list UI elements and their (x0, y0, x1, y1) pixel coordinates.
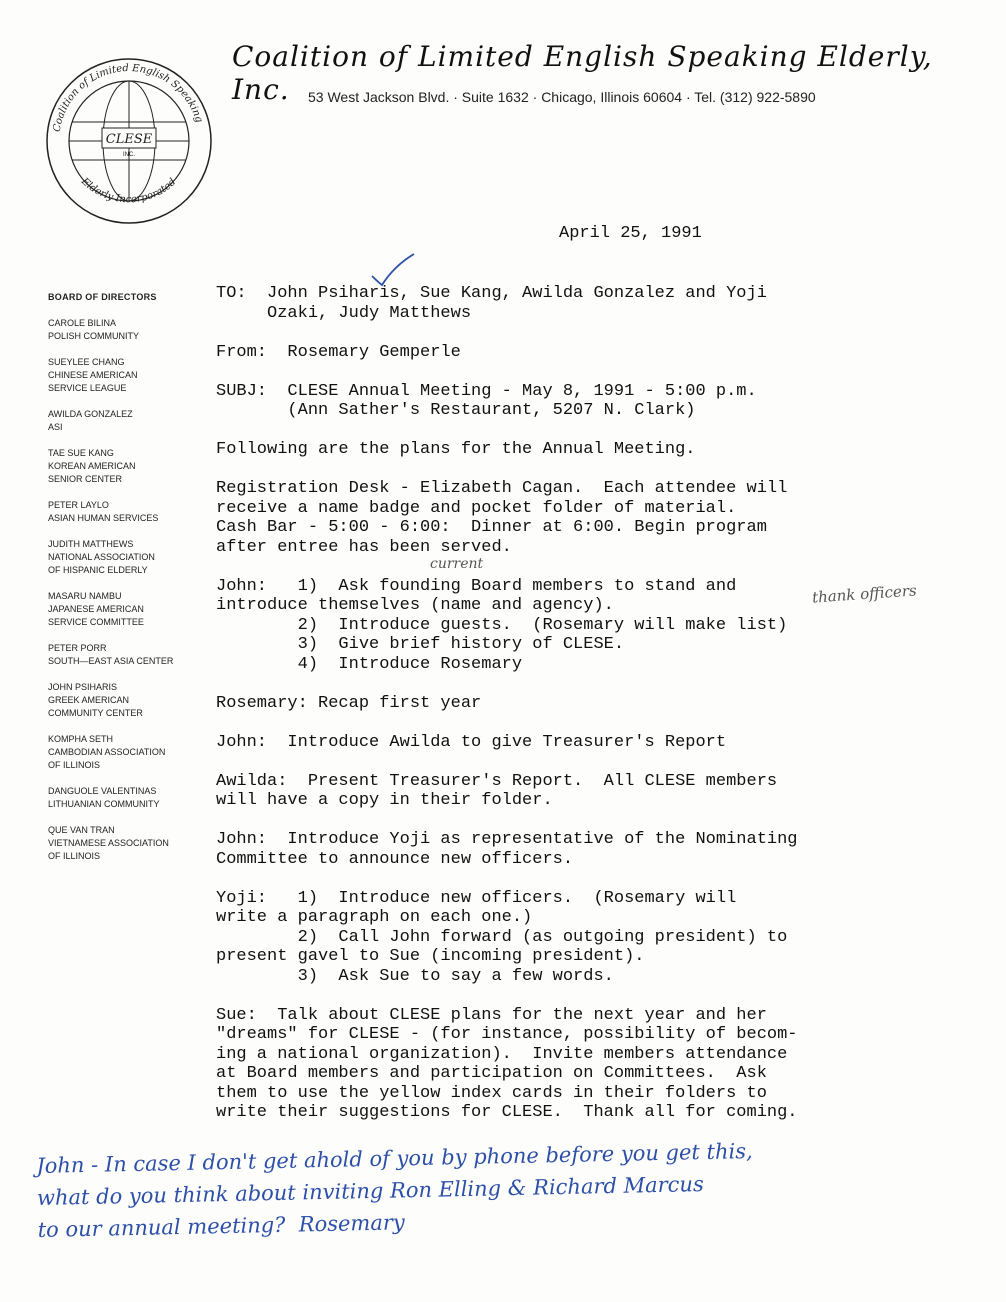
globe-seal-icon (44, 56, 214, 226)
memo-line (216, 362, 798, 382)
memo-date: April 25, 1991 (559, 224, 702, 243)
board-member-name: MASARU NAMBU (48, 591, 122, 601)
board-member-org: SERVICE COMMITTEE (48, 617, 144, 627)
board-member-org: NATIONAL ASSOCIATION (48, 552, 155, 562)
memo-line: 2) Call John forward (as outgoing president) to (216, 927, 788, 947)
checkmark-icon (368, 252, 418, 288)
memo-line: receive a name badge and pocket folder of material. (216, 498, 737, 518)
board-member-org: CAMBODIAN ASSOCIATION (48, 747, 166, 757)
board-member-list (48, 317, 188, 863)
board-member (48, 356, 188, 395)
pencil-note-thank-officers: thank officers (811, 581, 918, 607)
memo-line: (Ann Sather's Restaurant, 5207 N. Clark) (216, 401, 696, 420)
board-member-org: SERVICE LEAGUE (48, 383, 127, 393)
board-member-name: JUDITH MATTHEWS (48, 539, 134, 549)
memo-line: TO: John Psiharis, Sue Kang, Awilda Gonzalez and Yoji (216, 284, 767, 303)
handwritten-note (36, 1135, 754, 1246)
board-member-name: TAE SUE KANG (48, 448, 114, 458)
board-member (48, 538, 188, 577)
memo-line: Registration Desk - Elizabeth Cagan. Each attendee will (216, 479, 788, 498)
memo-line: Awilda: Present Treasurer's Report. All CLESE members (216, 771, 778, 791)
memo-line: Sue: Talk about CLESE plans for the next year and her (216, 1005, 767, 1025)
board-member-org: ASI (48, 422, 63, 432)
memo-line: at Board members and participation on Committees. Ask (216, 1064, 767, 1083)
memo-line (216, 811, 798, 831)
board-member-org: SOUTH—EAST ASIA CENTER (48, 656, 174, 666)
handwritten-note-line: to our annual meeting? Rosemary (37, 1210, 406, 1242)
logo-ring-text-top: Coalition of Limited English Speaking (51, 62, 205, 133)
memo-line (216, 421, 798, 441)
organization-address: 53 West Jackson Blvd. · Suite 1632 · Chicago, Illinois 60604 · Tel. (312) 922-5890 (308, 89, 816, 105)
board-member (48, 317, 188, 343)
memo-line: SUBJ: CLESE Annual Meeting - May 8, 1991 - 5:00 p.m. (216, 381, 757, 401)
memo-line: Following are the plans for the Annual Meeting. (216, 440, 696, 459)
memo-line (216, 713, 798, 733)
handwritten-note-line: what do you think about inviting Ron Elling & Richard Marcus (36, 1172, 704, 1210)
memo-line (216, 869, 798, 889)
board-title: BOARD OF DIRECTORS (48, 292, 157, 302)
memo-line (216, 674, 798, 694)
memo-line: present gavel to Sue (incoming president). (216, 947, 645, 966)
board-member-name: JOHN PSIHARIS (48, 682, 118, 692)
handwritten-note-line: John - In case I don't get ahold of you by phone before you get this, (36, 1138, 753, 1178)
memo-line: 4) Introduce Rosemary (216, 654, 523, 674)
board-member (48, 785, 188, 811)
board-member-name: PETER PORR (48, 643, 107, 653)
clese-logo-seal (44, 56, 214, 226)
board-member-org: OF ILLINOIS (48, 851, 101, 861)
memo-body (216, 284, 798, 1123)
memo-line (216, 986, 798, 1006)
board-member-org: CHINESE AMERICAN (48, 370, 138, 380)
board-member-org: LITHUANIAN COMMUNITY (48, 799, 160, 809)
board-member-org: OF ILLINOIS (48, 760, 101, 770)
board-member (48, 590, 188, 629)
memo-line: John: Introduce Yoji as representative of the Nominating (216, 830, 798, 849)
logo-center-text: CLESE (105, 132, 153, 147)
board-member-name: PETER LAYLO (48, 500, 109, 510)
memo-line: Rosemary: Recap first year (216, 693, 482, 713)
memo-line: From: Rosemary Gemperle (216, 342, 461, 362)
board-member-org: SENIOR CENTER (48, 474, 123, 484)
memo-line: John: 1) Ask founding Board members to stand and (216, 576, 737, 596)
board-member (48, 824, 188, 863)
logo-sub-text: INC. (123, 152, 135, 158)
organization-name: Coalition of Limited English Speaking Elderly, Inc. (232, 40, 933, 106)
memo-line: Committee to announce new officers. (216, 849, 574, 869)
board-member-name: DANGUOLE VALENTINAS (48, 786, 157, 796)
memo-line: 3) Give brief history of CLESE. (216, 635, 625, 654)
board-member (48, 642, 188, 668)
memo-line: ing a national organization). Invite members attendance (216, 1044, 788, 1064)
memo-line: Yoji: 1) Introduce new officers. (Rosemary will (216, 888, 737, 908)
logo-ring-text-bottom: Elderly Incorporated (78, 176, 179, 206)
memo-line: Ozaki, Judy Matthews (216, 303, 472, 323)
board-member-org: COMMUNITY CENTER (48, 708, 143, 718)
memo-line (216, 460, 798, 480)
memo-line: after entree has been served. (216, 537, 512, 557)
memo-line: them to use the yellow index cards in their folders to (216, 1083, 767, 1103)
memo-line: "dreams" for CLESE - (for instance, possibility of becom- (216, 1025, 798, 1044)
pencil-note-current: current (430, 556, 484, 572)
board-member-name: AWILDA GONZALEZ (48, 409, 133, 419)
memo-line (216, 557, 798, 577)
board-member-name: KOMPHA SETH (48, 734, 114, 744)
board-member-org: VIETNAMESE ASSOCIATION (48, 838, 169, 848)
memo-line: write their suggestions for CLESE. Thank all for coming. (216, 1103, 798, 1122)
board-member-org: GREEK AMERICAN (48, 695, 130, 705)
memo-line (216, 323, 798, 343)
board-member-name: QUE VAN TRAN (48, 825, 115, 835)
memo-line: write a paragraph on each one.) (216, 908, 533, 927)
memo-line: John: Introduce Awilda to give Treasurer's Report (216, 732, 727, 752)
memo-line: 2) Introduce guests. (Rosemary will make list) (216, 615, 788, 635)
board-member (48, 733, 188, 772)
board-member-org: OF HISPANIC ELDERLY (48, 565, 148, 575)
board-member (48, 499, 188, 525)
board-member-org: JAPANESE AMERICAN (48, 604, 144, 614)
board-member-org: POLISH COMMUNITY (48, 331, 140, 341)
memo-line: 3) Ask Sue to say a few words. (216, 966, 614, 986)
board-member (48, 408, 188, 434)
board-member-name: SUEYLEE CHANG (48, 357, 125, 367)
memo-line: will have a copy in their folder. (216, 791, 553, 810)
board-member-org: KOREAN AMERICAN (48, 461, 136, 471)
board-member (48, 681, 188, 720)
memo-line: Cash Bar - 5:00 - 6:00: Dinner at 6:00. Begin program (216, 518, 767, 537)
board-member (48, 447, 188, 486)
memo-line (216, 752, 798, 772)
board-member-org: ASIAN HUMAN SERVICES (48, 513, 159, 523)
board-member-name: CAROLE BILINA (48, 318, 117, 328)
memo-line: introduce themselves (name and agency). (216, 596, 614, 615)
svg-text:Elderly Incorporated (78, 175, 178, 205)
board-of-directors (48, 291, 188, 876)
